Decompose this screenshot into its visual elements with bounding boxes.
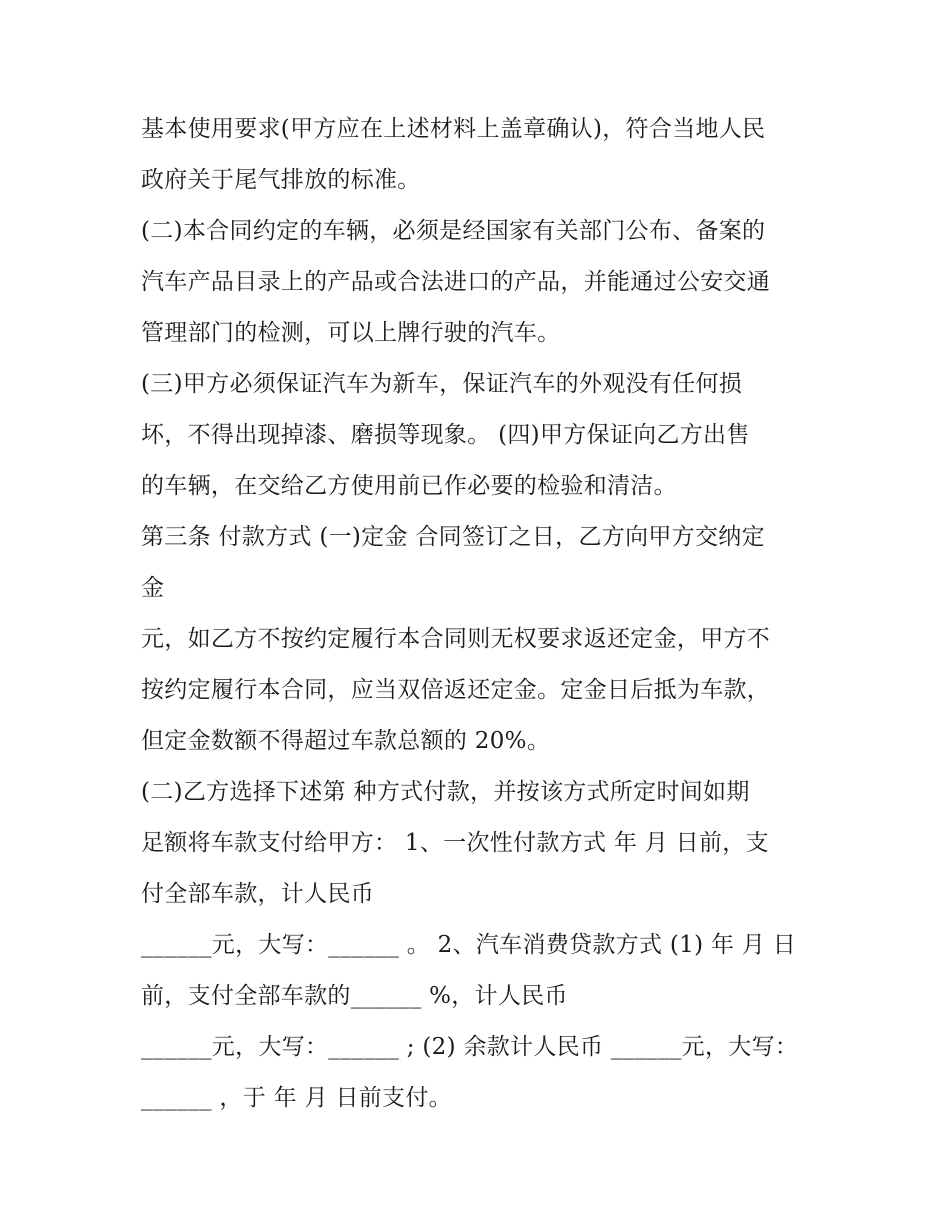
text-line: 前，支付全部车款的______ %，计人民币 xyxy=(141,983,568,1009)
text-line: 管理部门的检测，可以上牌行驶的汽车。 xyxy=(141,320,561,346)
text-line: 的车辆，在交给乙方使用前已作必要的检验和清洁。 xyxy=(141,473,677,499)
text-line: 但定金数额不得超过车款总额的 20%。 xyxy=(141,728,551,754)
text-line: ______元，大写：______ ; (2) 余款计人民币 ______元，大写： xyxy=(141,1034,799,1060)
text-line: 元，如乙方不按约定履行本合同则无权要求返还定金，甲方不 xyxy=(141,626,771,652)
text-line: 政府关于尾气排放的标准。 xyxy=(141,167,421,193)
document-body xyxy=(141,104,831,1124)
text-line: 付全部车款，计人民币 xyxy=(141,881,374,907)
text-line: 基本使用要求(甲方应在上述材料上盖章确认)，符合当地人民 xyxy=(141,116,766,142)
text-line: 汽车产品目录上的产品或合法进口的产品，并能通过公安交通 xyxy=(141,269,771,295)
text-line: 足额将车款支付给甲方： 1、一次性付款方式 年 月 日前，支 xyxy=(141,830,769,856)
text-line: 按约定履行本合同，应当双倍返还定金。定金日后抵为车款， xyxy=(141,677,771,703)
text-line: 第三条 付款方式 (一)定金 合同签订之日，乙方向甲方交纳定 xyxy=(141,524,765,550)
text-line: (二)本合同约定的车辆，必须是经国家有关部门公布、备案的 xyxy=(141,218,766,244)
text-line: ______元，大写：______ 。 2、汽车消费贷款方式 (1) 年 月 日 xyxy=(141,932,797,958)
text-line: 坏，不得出现掉漆、磨损等现象。 (四)甲方保证向乙方出售 xyxy=(141,422,750,448)
text-line: 金 xyxy=(141,575,165,601)
text-line: ______ ，于 年 月 日前支付。 xyxy=(141,1085,452,1111)
text-line: (三)甲方必须保证汽车为新车，保证汽车的外观没有任何损 xyxy=(141,371,743,397)
text-line: (二)乙方选择下述第 种方式付款，并按该方式所定时间如期 xyxy=(141,779,750,805)
